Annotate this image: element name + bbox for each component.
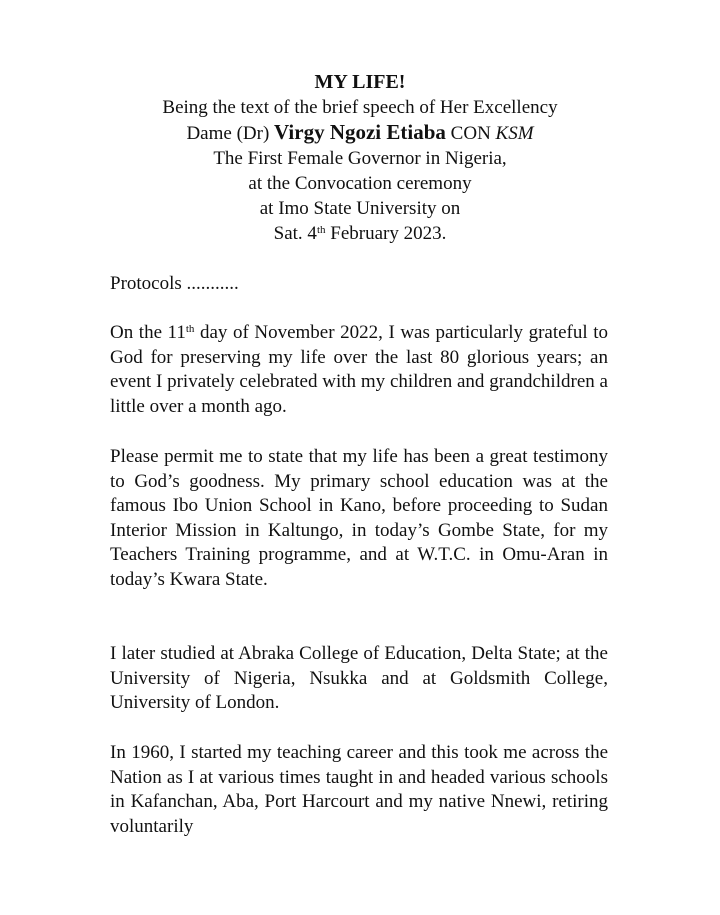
honour-con: CON: [445, 123, 496, 144]
protocols-line: Protocols ...........: [110, 273, 239, 294]
paragraph-education: Please permit me to state that my life has been a great testimony to God’s goodness. My primary school education was at the famous Ibo Union School in Kano, before proceeding to Sudan Interior Mission in Kaltungo, in today’s Gombe State, for my Teachers Training programme, and at W.T.C. in Omu-Aran in today’s Kwara State.: [110, 446, 608, 590]
paragraph-1-text: day of November 2022, I was particularly grateful to God for preserving my life over the last 80 glorious years; an event I privately celebrated with my children and grandchildren a little over a month ago.: [110, 322, 608, 417]
speech-title: MY LIFE!: [314, 71, 406, 93]
honour-ksm: KSM: [495, 123, 534, 144]
subtitle-line-5: at Imo State University on: [259, 198, 461, 219]
speech-header: [100, 70, 620, 246]
date-ordinal: th: [316, 224, 326, 236]
subtitle-line-6-date: [100, 221, 620, 246]
honorific-prefix: Dame (Dr): [186, 123, 275, 144]
subtitle-line-4: at the Convocation ceremony: [248, 173, 472, 194]
paragraph-teaching-career: In 1960, I started my teaching career and this took me across the Nation as I at various times taught in and headed various schools in Kafanchan, Aba, Port Harcourt and my native Nnewi, retiring voluntarily: [110, 742, 608, 837]
paragraph-1-ordinal: th: [185, 323, 195, 335]
speaker-name: Virgy Ngozi Etiaba: [274, 120, 446, 144]
paragraph-1-prefix: On the 11: [110, 322, 186, 343]
date-prefix: Sat. 4: [273, 223, 317, 244]
subtitle-line-1: Being the text of the brief speech of Her Excellency: [162, 97, 558, 118]
paragraph-birthday: [110, 321, 608, 419]
subtitle-line-2: [100, 120, 620, 146]
subtitle-line-3: The First Female Governor in Nigeria,: [213, 148, 507, 169]
paragraph-further-studies: I later studied at Abraka College of Education, Delta State; at the University of Nigeria, Nsukka and at Goldsmith College, University of London.: [110, 643, 608, 713]
date-suffix: February 2023.: [325, 223, 447, 244]
